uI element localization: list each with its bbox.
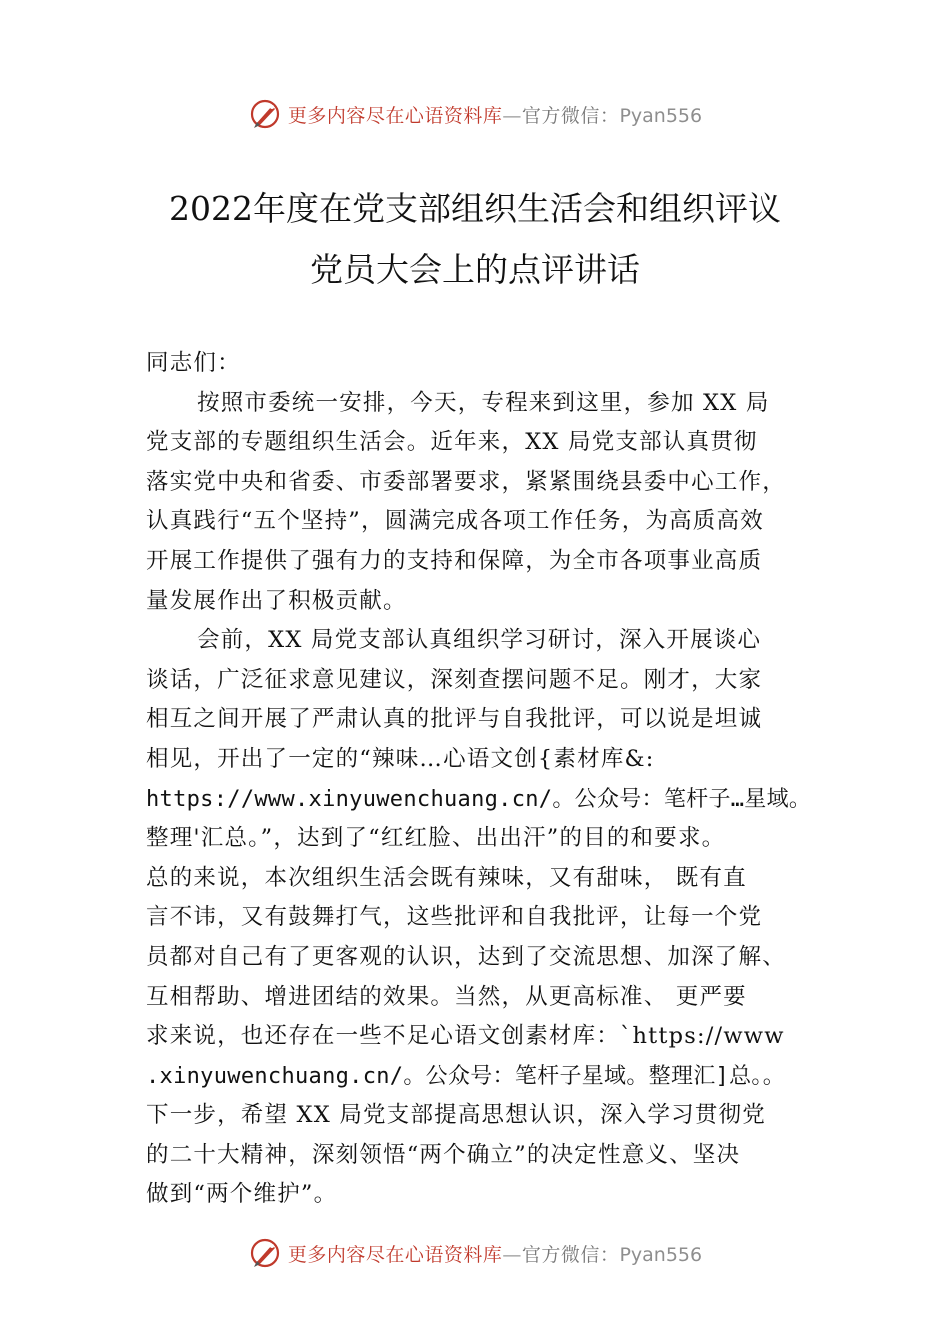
pen-logo-icon: [248, 1236, 282, 1270]
watermark-separator: —: [502, 104, 522, 127]
paragraph-line: 开展工作提供了强有力的支持和保障，为全市各项事业高质: [146, 547, 763, 574]
paragraph-line: 会前，XX 局党支部认真组织学习研讨，深入开展谈心: [197, 627, 762, 654]
watermark-brand: 更多内容尽在心语资料库: [287, 104, 503, 127]
watermark-banner-bottom: [0, 1233, 950, 1273]
watermark-handle: Pyan556: [619, 1243, 703, 1266]
paragraph-line: 总的来说，本次组织生活会既有辣味，又有甜味， 既有直: [146, 864, 747, 891]
paragraph-line: 认真践行“五个坚持”，圆满完成各项工作任务，为高质高效: [146, 508, 764, 535]
document-title-line-2: 党员大会上的点评讲话: [310, 250, 640, 289]
watermark-brand: 更多内容尽在心语资料库: [287, 1243, 503, 1266]
paragraph-line: 做到“两个维护”。: [146, 1181, 338, 1208]
pen-logo-icon: [248, 97, 282, 131]
paragraph-line: 员都对自己有了更客观的认识，达到了交流思想、加深了解、: [146, 943, 786, 970]
paragraph-line: 整理'汇总。”，达到了“红红脸、出出汗”的目的和要求。: [146, 825, 726, 852]
watermark-official: 官方微信：: [521, 1243, 620, 1266]
paragraph-line: 的二十大精神，深刻领悟“两个确立”的决定性意义、坚决: [146, 1141, 741, 1168]
paragraph-line: .xinyuwenchuang.cn/。公众号：笔杆子星域。整理汇]总。。: [146, 1063, 786, 1089]
document-body: [146, 344, 816, 1215]
paragraph-line: 相互之间开展了严肃认真的批评与自我批评，可以说是坦诚: [146, 706, 763, 733]
watermark-separator: —: [502, 1243, 522, 1266]
watermark-text: [288, 101, 702, 128]
paragraph-line: https://www.xinyuwenchuang.cn/。公众号：笔杆子…星域。: [146, 786, 812, 812]
watermark-handle: Pyan556: [619, 104, 703, 127]
watermark-banner-top: [0, 94, 950, 134]
paragraph-line: 下一步，希望 XX 局党支部提高思想认识，深入学习贯彻党: [146, 1102, 766, 1129]
document-title-line-1: 2022年度在党支部组织生活会和组织评议: [169, 189, 781, 228]
paragraph-line: 党支部的专题组织生活会。近年来，XX 局党支部认真贯彻: [146, 429, 758, 456]
salutation: 同志们：: [146, 350, 241, 376]
watermark-official: 官方微信：: [521, 104, 620, 127]
paragraph-line: 言不讳，又有鼓舞打气，这些批评和自我批评，让每一个党: [146, 904, 763, 931]
paragraph-line: 互相帮助、增进团结的效果。当然，从更高标准、 更严要: [146, 983, 747, 1010]
paragraph-line: 相见，开出了一定的“辣味…心语文创{素材库&:: [146, 745, 655, 772]
watermark-text: [288, 1240, 702, 1267]
paragraph-line: 求来说，也还存在一些不足心语文创素材库：`https://www: [146, 1023, 785, 1050]
paragraph-line: 量发展作出了积极贡献。: [146, 587, 407, 614]
paragraph-line: 谈话，广泛征求意见建议，深刻查摆问题不足。刚才，大家: [146, 666, 763, 693]
paragraph-line: 落实党中央和省委、市委部署要求，紧紧围绕县委中心工作，: [146, 468, 786, 495]
paragraph-line: 按照市委统一安排，今天，专程来到这里，参加 XX 局: [197, 389, 770, 416]
